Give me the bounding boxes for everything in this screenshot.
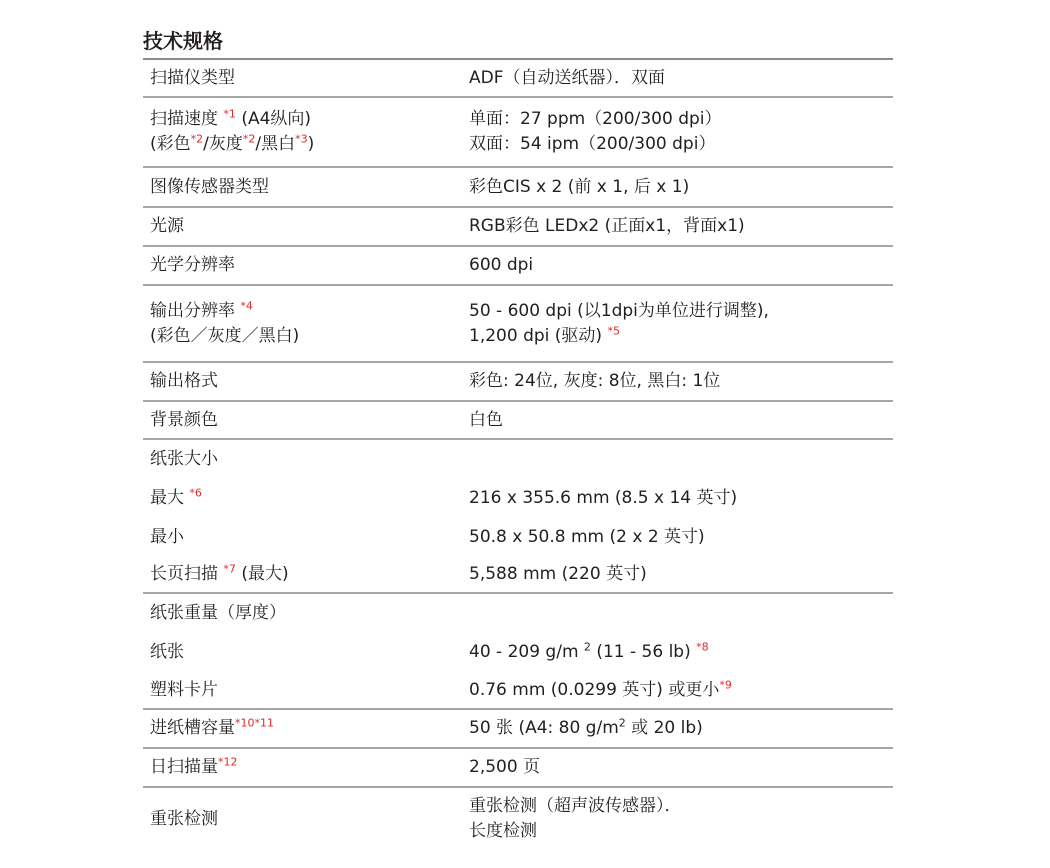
spec-value — [461, 594, 893, 633]
spec-row-output-format — [143, 363, 893, 402]
footnote-marker: *1 — [223, 107, 236, 121]
spec-row-background-color — [143, 402, 893, 440]
spec-value — [461, 633, 893, 672]
spec-row-multifeed-detection — [143, 788, 893, 850]
label-text: ) — [307, 134, 315, 154]
spec-value — [461, 672, 893, 708]
spec-row-image-sensor — [143, 168, 893, 208]
footnote-marker: *5 — [607, 323, 620, 337]
footnote-marker: *6 — [189, 486, 202, 500]
spec-row-paper-size-min — [143, 518, 893, 556]
value-text: 50 张 (A4: 80 g/m — [469, 718, 619, 738]
spec-value: 白色 — [469, 409, 503, 430]
spec-value — [461, 98, 893, 166]
value-line: 单面：27 ppm（200/300 dpi） — [469, 109, 722, 129]
spec-row-scan-speed — [143, 98, 893, 168]
value-text: (11 - 56 lb) — [596, 642, 691, 662]
spec-row-long-page-scan — [143, 556, 893, 594]
spec-label-line — [150, 107, 461, 132]
footnote-marker: *2 — [242, 132, 256, 146]
value-line: 50 - 600 dpi (以1dpi为单位进行调整), — [469, 300, 769, 321]
spec-row-feed-capacity — [143, 710, 893, 749]
label-text: (A4纵向) — [241, 109, 312, 129]
spec-label: 最小 — [150, 526, 184, 547]
footnote-marker: *7 — [223, 561, 236, 575]
spec-value — [461, 710, 893, 747]
label-text: (彩色 — [150, 134, 191, 154]
spec-value — [461, 788, 893, 850]
spec-label-line: (彩色／灰度／黑白) — [150, 325, 300, 346]
spec-row-daily-volume — [143, 749, 893, 788]
label-text: /黑白 — [255, 134, 296, 154]
footnote-marker: *12 — [218, 755, 238, 769]
spec-table — [143, 24, 893, 850]
value-text: 0.76 mm (0.0299 英寸) 或更小 — [469, 679, 720, 700]
spec-value: RGB彩色 LEDx2 (正面x1，背面x1) — [469, 216, 745, 236]
spec-group-paper-size — [143, 440, 893, 479]
value-line: 长度检测 — [469, 821, 537, 841]
value-text: 或 20 lb) — [631, 718, 703, 738]
spec-row-paper-size-max — [143, 479, 893, 518]
spec-label — [143, 749, 461, 786]
value-line: 双面：54 ipm（200/300 dpi） — [469, 134, 716, 154]
spec-value: ADF（自动送纸器）．双面 — [469, 67, 665, 88]
spec-group-label: 纸张重量（厚度） — [150, 603, 286, 623]
spec-label-line — [150, 132, 461, 157]
footnote-marker: *3 — [295, 132, 308, 146]
spec-row-light-source — [143, 208, 893, 247]
footnote-marker: *2 — [190, 132, 204, 146]
spec-value: 50.8 x 50.8 mm (2 x 2 英寸) — [469, 526, 705, 547]
label-text: (最大) — [241, 563, 289, 584]
value-line: 重张检测（超声波传感器）． — [469, 796, 682, 816]
spec-value: 5,588 mm (220 英寸) — [469, 563, 647, 584]
label-text: 最大 — [150, 488, 184, 508]
label-text: 扫描速度 — [150, 109, 218, 129]
spec-group-paper-weight — [143, 594, 893, 633]
page-title: 技术规格 — [143, 24, 893, 60]
footnote-marker: *10*11 — [235, 716, 274, 730]
spec-value: 2,500 页 — [469, 757, 541, 777]
spec-row-optical-resolution — [143, 247, 893, 286]
spec-group-label: 纸张大小 — [150, 449, 218, 469]
spec-row-paper-weight-paper — [143, 633, 893, 672]
footnote-marker: *8 — [696, 640, 709, 654]
spec-label: 输出格式 — [150, 371, 218, 391]
spec-value — [461, 286, 893, 361]
value-text: 1,200 dpi (驱动) — [469, 325, 603, 346]
spec-value — [461, 440, 893, 479]
spec-value: 216 x 355.6 mm (8.5 x 14 英寸) — [469, 488, 738, 508]
spec-label: 背景颜色 — [150, 409, 218, 430]
value-line — [469, 324, 893, 349]
label-text: 输出分辨率 — [150, 300, 235, 321]
spec-label: 塑料卡片 — [150, 679, 218, 700]
footnote-marker: *4 — [240, 298, 253, 312]
spec-label — [143, 710, 461, 747]
superscript: 2 — [618, 716, 626, 730]
spec-value: 600 dpi — [469, 255, 534, 275]
spec-label: 扫描仪类型 — [150, 67, 235, 88]
spec-value: 彩色CIS x 2 (前 x 1, 后 x 1) — [469, 176, 690, 197]
spec-label — [143, 286, 461, 361]
label-text: 长页扫描 — [150, 563, 218, 584]
spec-row-plastic-card — [143, 672, 893, 710]
spec-label — [143, 556, 461, 592]
spec-label: 重张检测 — [150, 808, 218, 829]
spec-label: 纸张 — [150, 642, 184, 662]
spec-label: 图像传感器类型 — [150, 176, 269, 197]
spec-value: 彩色: 24位, 灰度: 8位, 黑白: 1位 — [469, 371, 721, 391]
spec-label — [143, 98, 461, 166]
spec-row-output-resolution — [143, 286, 893, 363]
spec-label — [143, 479, 461, 518]
spec-row-scanner-type — [143, 60, 893, 98]
label-text: /灰度 — [203, 134, 243, 154]
value-text: 40 - 209 g/m — [469, 642, 579, 662]
label-text: 日扫描量 — [150, 757, 218, 777]
spec-label: 光学分辨率 — [150, 255, 235, 275]
superscript: 2 — [583, 640, 591, 654]
spec-label-line — [150, 299, 461, 324]
label-text: 进纸槽容量 — [150, 718, 235, 738]
footnote-marker: *9 — [719, 677, 732, 691]
spec-label: 光源 — [150, 216, 184, 236]
